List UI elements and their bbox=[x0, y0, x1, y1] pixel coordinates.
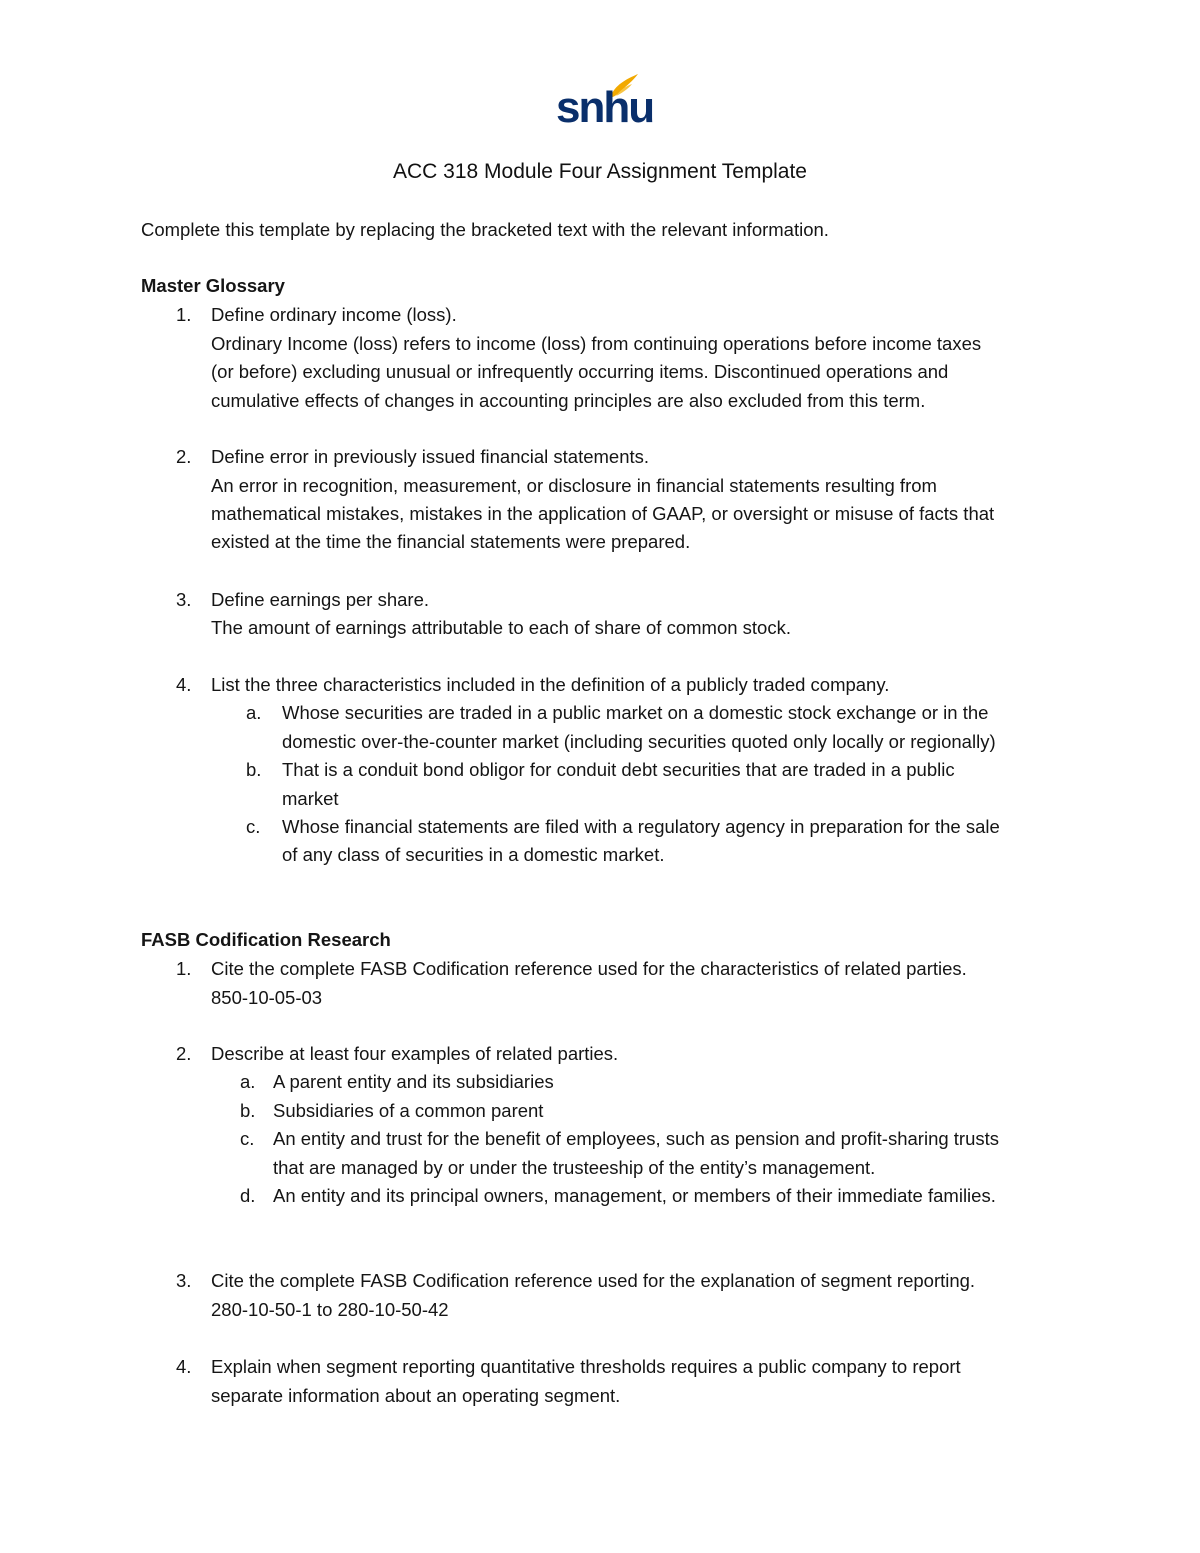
fasb-question-4: Explain when segment reporting quantitative thresholds requires a public company to report bbox=[211, 1356, 961, 1377]
list-item-line: A parent entity and its subsidiaries bbox=[273, 1071, 554, 1092]
logo-wordmark: snhu bbox=[556, 83, 654, 132]
list-letter: d. bbox=[240, 1185, 256, 1206]
list-item-line: that are managed by or under the trusteeship of the entity’s management. bbox=[273, 1157, 876, 1178]
answer-line: Ordinary Income (loss) refers to income (loss) from continuing operations before income taxes bbox=[211, 333, 982, 354]
answer-line: An error in recognition, measurement, or disclosure in financial statements resulting from bbox=[211, 475, 937, 496]
list-letter: b. bbox=[246, 759, 262, 780]
glossary-question-2: Define error in previously issued financial statements. bbox=[211, 446, 650, 467]
master-glossary-heading: Master Glossary bbox=[141, 275, 285, 296]
list-number: 2. bbox=[176, 446, 192, 467]
instructions: Complete this template by replacing the bracketed text with the relevant information. bbox=[141, 219, 829, 240]
list-item-line: of any class of securities in a domestic market. bbox=[282, 844, 665, 865]
list-letter: c. bbox=[240, 1128, 255, 1149]
list-letter: c. bbox=[246, 816, 261, 837]
fasb-question-4-cont: separate information about an operating segment. bbox=[211, 1385, 621, 1406]
glossary-question-3: Define earnings per share. bbox=[211, 589, 430, 610]
fasb-question-2: Describe at least four examples of related parties. bbox=[211, 1043, 619, 1064]
list-item-line: Subsidiaries of a common parent bbox=[273, 1100, 544, 1121]
list-number: 4. bbox=[176, 1356, 192, 1377]
glossary-question-4: List the three characteristics included in the definition of a publicly traded company. bbox=[211, 674, 890, 695]
list-item-line: domestic over-the-counter market (including securities quoted only locally or regionally) bbox=[282, 731, 996, 752]
list-letter: b. bbox=[240, 1100, 256, 1121]
glossary-question-1: Define ordinary income (loss). bbox=[211, 304, 457, 325]
list-item-line: An entity and its principal owners, management, or members of their immediate families. bbox=[273, 1185, 996, 1206]
snhu-logo bbox=[552, 72, 654, 134]
fasb-question-3: Cite the complete FASB Codification reference used for the explanation of segment reporting. bbox=[211, 1270, 976, 1291]
list-number: 2. bbox=[176, 1043, 192, 1064]
answer-line: 280-10-50-1 to 280-10-50-42 bbox=[211, 1299, 449, 1320]
answer-line: (or before) excluding unusual or infrequently occurring items. Discontinued operations and bbox=[211, 361, 949, 382]
list-letter: a. bbox=[246, 702, 262, 723]
answer-line: 850-10-05-03 bbox=[211, 987, 323, 1008]
answer-line: existed at the time the financial statements were prepared. bbox=[211, 531, 691, 552]
list-number: 3. bbox=[176, 589, 192, 610]
page-title: ACC 318 Module Four Assignment Template bbox=[393, 160, 807, 183]
list-number: 1. bbox=[176, 958, 192, 979]
list-number: 1. bbox=[176, 304, 192, 325]
list-item-line: An entity and trust for the benefit of employees, such as pension and profit-sharing trusts bbox=[273, 1128, 1000, 1149]
answer-line: mathematical mistakes, mistakes in the application of GAAP, or oversight or misuse of facts that bbox=[211, 503, 995, 524]
answer-line: cumulative effects of changes in accounting principles are also excluded from this term. bbox=[211, 390, 926, 411]
list-number: 4. bbox=[176, 674, 192, 695]
list-item-line: Whose securities are traded in a public market on a domestic stock exchange or in the bbox=[282, 702, 989, 723]
list-number: 3. bbox=[176, 1270, 192, 1291]
list-item-line: market bbox=[282, 788, 339, 809]
answer-line: The amount of earnings attributable to each of share of common stock. bbox=[211, 617, 791, 638]
fasb-question-1: Cite the complete FASB Codification reference used for the characteristics of related parties. bbox=[211, 958, 967, 979]
list-item-line: Whose financial statements are filed with a regulatory agency in preparation for the sale bbox=[282, 816, 1000, 837]
list-letter: a. bbox=[240, 1071, 256, 1092]
list-item-line: That is a conduit bond obligor for conduit debt securities that are traded in a public bbox=[282, 759, 955, 780]
fasb-heading: FASB Codification Research bbox=[141, 929, 391, 950]
